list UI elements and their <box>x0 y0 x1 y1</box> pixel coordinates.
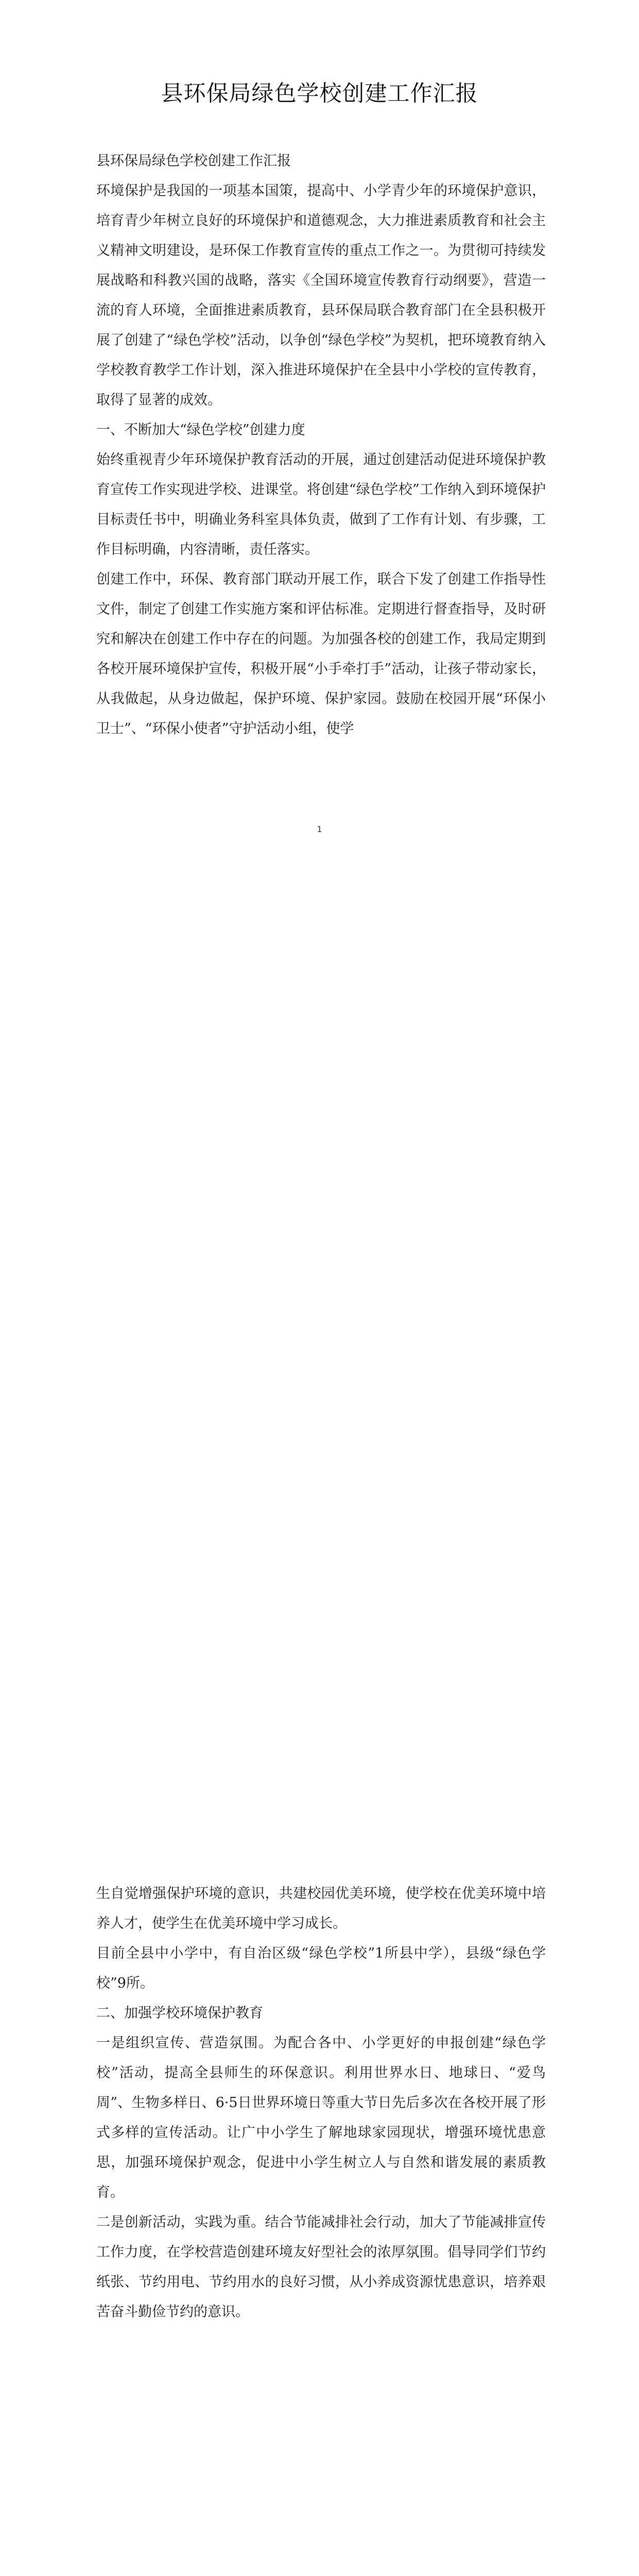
body-paragraph: 生自觉增强保护环境的意识，共建校园优美环境，使学校在优美环境中培养人才，使学生在优美环境中学习成长。 <box>96 1886 546 1931</box>
page-2 <box>0 904 639 2320</box>
subtitle-paragraph: 县环保局绿色学校创建工作汇报 <box>96 153 291 169</box>
page-1-body <box>96 146 546 744</box>
intro-paragraph: 环境保护是我国的一项基本国策，提高中、小学青少年的环境保护意识，培育青少年树立良好的环境保护和道德观念，大力推进素质教育和社会主义精神文明建设，是环保工作教育宣传的重点工作之一。为贯彻可持续发展战略和科教兴国的战略，落实《全国环境宣传教育行动纲要》，营造一流的育人环境，全面推进素质教育，县环保局联合教育部门在全县积极开展了创建了“绿色学校”活动，以争创“绿色学校”为契机，把环境教育纳入学校教育教学工作计划，深入推进环境保护在全县中小学校的宣传教育，取得了显著的成效。 <box>96 183 546 408</box>
section-heading-1: 一、不断加大“绿色学校”创建力度 <box>96 422 305 438</box>
body-paragraph: 始终重视青少年环境保护教育活动的开展，通过创建活动促进环境保护教育宣传工作实现进学校、进课堂。将创建“绿色学校”工作纳入到环境保护目标责任书中，明确业务科室具体负责，做到了工作有计划、有步骤，工作目标明确，内容清晰，责任落实。 <box>96 452 546 557</box>
page-number: 1 <box>317 824 322 834</box>
page-1 <box>0 0 639 904</box>
section-heading-2: 二、加强学校环境保护教育 <box>96 2005 263 2021</box>
body-paragraph: 创建工作中，环保、教育部门联动开展工作，联合下发了创建工作指导性文件，制定了创建工作实施方案和评估标准。定期进行督查指导，及时研究和解决在创建工作中存在的问题。为加强各校的创建工作，我局定期到各校开展环境保护宣传，积极开展“小手牵打手”活动，让孩子带动家长，从我做起，从身边做起，保护环境、保护家园。鼓励在校园开展“环保小卫士”、“环保小使者”守护活动小组，使学 <box>96 571 546 737</box>
page-2-body <box>96 1879 546 2327</box>
body-paragraph: 目前全县中小学中，有自治区级“绿色学校”1所县中学），县级“绿色学校”9所。 <box>96 1945 546 1991</box>
body-paragraph: 二是创新活动，实践为重。结合节能减排社会行动，加大了节能减排宣传工作力度，在学校营造创建环境友好型社会的浓厚氛围。倡导同学们节约纸张、节约用电、节约用水的良好习惯，从小养成资源忧患意识，培养艰苦奋斗勤俭节约的意识。 <box>96 2214 546 2320</box>
body-paragraph: 一是组织宣传、营造氛围。为配合各中、小学更好的申报创建“绿色学校”活动，提高全县师生的环保意识。利用世界水日、地球日、“爱鸟周”、生物多样日、6·5日世界环境日等重大节日先后多次在各校开展了形式多样的宣传活动。让广中小学生了解地球家园现状，增强环境忧患意思，加强环境保护观念，促进中小学生树立人与自然和谐发展的素质教育。 <box>96 2035 546 2200</box>
document-title: 县环保局绿色学校创建工作汇报 <box>161 81 478 107</box>
